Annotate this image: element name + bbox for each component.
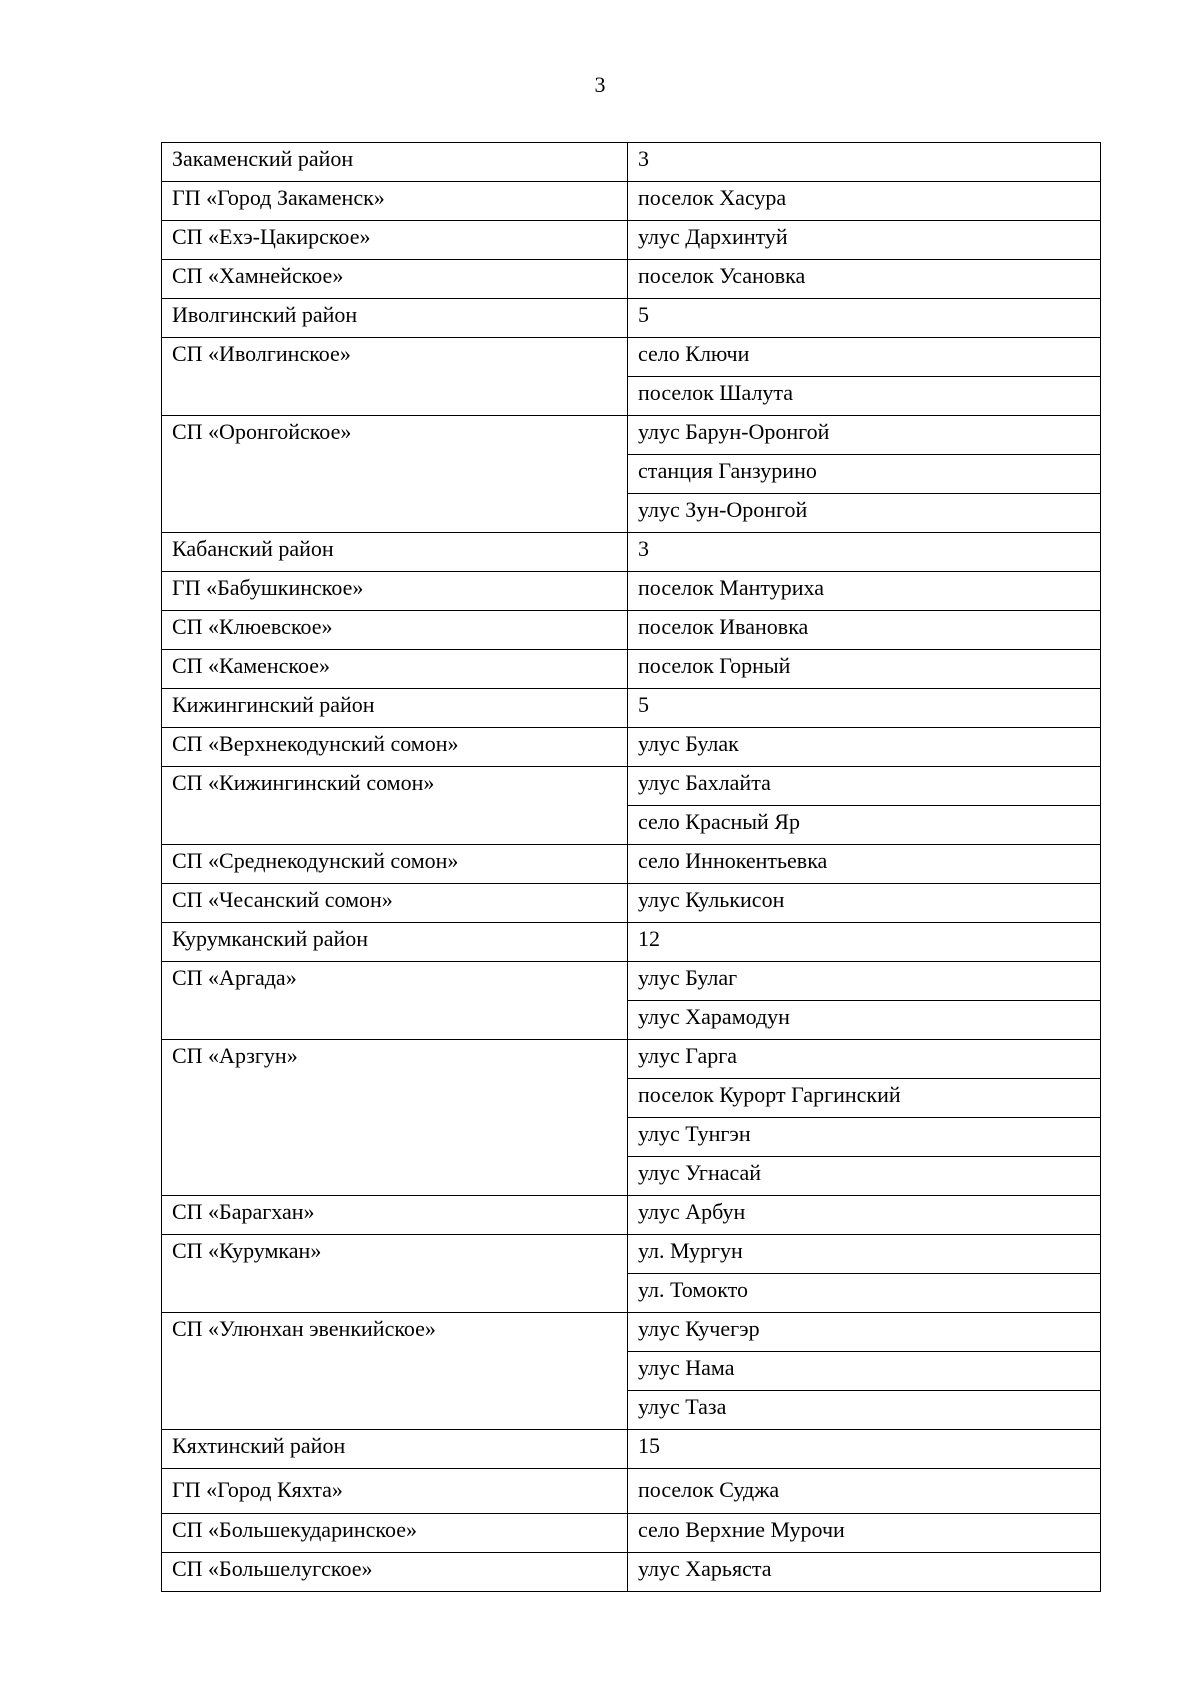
municipality-cell: СП «Верхнекодунский сомон» [162, 728, 628, 767]
municipality-cell: СП «Хамнейское» [162, 260, 628, 299]
settlement-cell: поселок Усановка [628, 260, 1101, 299]
settlements-table [161, 142, 1101, 1592]
settlement-cell: улус Булак [628, 728, 1101, 767]
settlement-cell: улус Тунгэн [628, 1118, 1101, 1157]
settlement-cell: 3 [628, 143, 1101, 182]
municipality-cell: Закаменский район [162, 143, 628, 182]
settlement-cell: 12 [628, 923, 1101, 962]
municipality-cell: ГП «Город Закаменск» [162, 182, 628, 221]
table-row [162, 1040, 1101, 1079]
settlement-cell: станция Ганзурино [628, 455, 1101, 494]
municipality-cell: СП «Чесанский сомон» [162, 884, 628, 923]
table-row [162, 767, 1101, 806]
table-row [162, 143, 1101, 182]
settlement-cell: село Красный Яр [628, 806, 1101, 845]
municipality-cell: СП «Среднекодунский сомон» [162, 845, 628, 884]
table-row [162, 1469, 1101, 1514]
table-row [162, 182, 1101, 221]
settlement-cell: 5 [628, 689, 1101, 728]
settlement-cell: село Иннокентьевка [628, 845, 1101, 884]
table-row [162, 1430, 1101, 1469]
municipality-cell: СП «Барагхан» [162, 1196, 628, 1235]
municipality-cell: ГП «Бабушкинское» [162, 572, 628, 611]
settlement-cell: улус Бахлайта [628, 767, 1101, 806]
municipality-cell: Курумканский район [162, 923, 628, 962]
settlement-cell: поселок Мантуриха [628, 572, 1101, 611]
settlement-cell: улус Барун-Оронгой [628, 416, 1101, 455]
table-row [162, 416, 1101, 455]
settlement-cell: поселок Ивановка [628, 611, 1101, 650]
settlement-cell: улус Арбун [628, 1196, 1101, 1235]
settlement-cell: поселок Хасура [628, 182, 1101, 221]
municipality-cell: СП «Каменское» [162, 650, 628, 689]
table-row [162, 845, 1101, 884]
municipality-cell: СП «Арзгун» [162, 1040, 628, 1196]
table-row [162, 884, 1101, 923]
municipality-cell: СП «Улюнхан эвенкийское» [162, 1313, 628, 1430]
settlement-cell: улус Гарга [628, 1040, 1101, 1079]
table-row [162, 533, 1101, 572]
settlement-cell: поселок Горный [628, 650, 1101, 689]
municipality-cell: Кяхтинский район [162, 1430, 628, 1469]
table-row [162, 299, 1101, 338]
settlement-cell: 15 [628, 1430, 1101, 1469]
municipality-cell: СП «Большелугское» [162, 1553, 628, 1592]
municipality-cell: СП «Курумкан» [162, 1235, 628, 1313]
table-row [162, 962, 1101, 1001]
table-row [162, 338, 1101, 377]
municipality-cell: Кабанский район [162, 533, 628, 572]
municipality-cell: Кижингинский район [162, 689, 628, 728]
settlement-cell: село Ключи [628, 338, 1101, 377]
settlement-cell: улус Харамодун [628, 1001, 1101, 1040]
settlement-cell: 3 [628, 533, 1101, 572]
settlement-cell: улус Нама [628, 1352, 1101, 1391]
settlements-table-body [162, 143, 1101, 1592]
municipality-cell: СП «Иволгинское» [162, 338, 628, 416]
municipality-cell: СП «Кижингинский сомон» [162, 767, 628, 845]
settlement-cell: 5 [628, 299, 1101, 338]
settlement-cell: село Верхние Мурочи [628, 1514, 1101, 1553]
table-row [162, 1514, 1101, 1553]
settlement-cell: улус Таза [628, 1391, 1101, 1430]
municipality-cell: СП «Большекударинское» [162, 1514, 628, 1553]
table-row [162, 221, 1101, 260]
settlement-cell: улус Булаг [628, 962, 1101, 1001]
table-row [162, 260, 1101, 299]
table-row [162, 572, 1101, 611]
settlement-cell: улус Кучегэр [628, 1313, 1101, 1352]
municipality-cell: СП «Ехэ-Цакирское» [162, 221, 628, 260]
settlement-cell: поселок Шалута [628, 377, 1101, 416]
municipality-cell: Иволгинский район [162, 299, 628, 338]
table-row [162, 1313, 1101, 1352]
settlement-cell: улус Кулькисон [628, 884, 1101, 923]
table-row [162, 728, 1101, 767]
settlement-cell: улус Харьяста [628, 1553, 1101, 1592]
table-row [162, 923, 1101, 962]
settlement-cell: ул. Томокто [628, 1274, 1101, 1313]
municipality-cell: СП «Оронгойское» [162, 416, 628, 533]
table-row [162, 650, 1101, 689]
table-row [162, 689, 1101, 728]
settlement-cell: улус Дархинтуй [628, 221, 1101, 260]
table-row [162, 1196, 1101, 1235]
table-row [162, 1553, 1101, 1592]
settlement-cell: ул. Мургун [628, 1235, 1101, 1274]
settlement-cell: улус Зун-Оронгой [628, 494, 1101, 533]
page-number: 3 [594, 72, 606, 97]
settlement-cell: поселок Суджа [628, 1469, 1101, 1514]
table-row [162, 1235, 1101, 1274]
municipality-cell: СП «Клюевское» [162, 611, 628, 650]
table-row [162, 611, 1101, 650]
settlement-cell: улус Угнасай [628, 1157, 1101, 1196]
settlement-cell: поселок Курорт Гаргинский [628, 1079, 1101, 1118]
municipality-cell: СП «Аргада» [162, 962, 628, 1040]
municipality-cell: ГП «Город Кяхта» [162, 1469, 628, 1514]
